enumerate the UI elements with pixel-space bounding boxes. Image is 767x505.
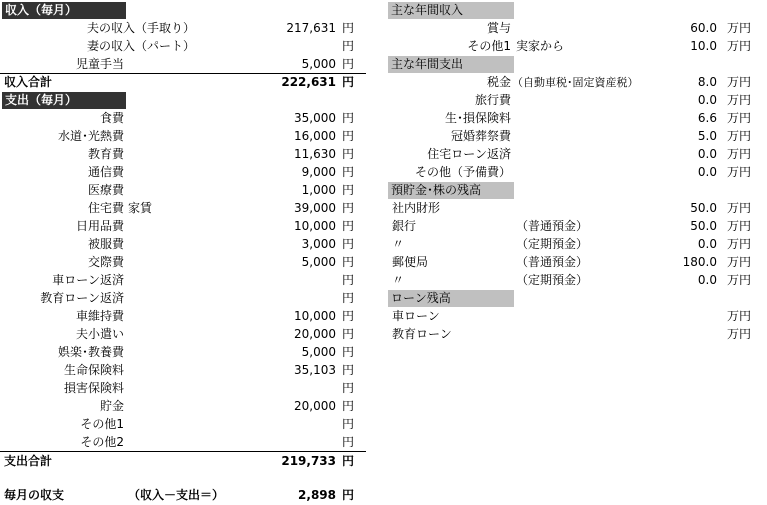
annual-expense-label: 生･損保険料 (444, 111, 511, 125)
expense-total-amount: 219,733 (281, 454, 336, 468)
annual-expense-amount: 0.0 (697, 93, 717, 107)
expense-total-unit: 円 (342, 454, 355, 468)
annual-expense-unit: 万円 (727, 165, 752, 179)
expense-total-label: 支出合計 (4, 454, 53, 468)
expense-unit: 円 (342, 273, 355, 287)
expense-amount: 1,000 (301, 183, 336, 197)
savings-label: 〃 (392, 273, 405, 287)
savings-unit: 万円 (727, 273, 752, 287)
annual-expense-label: 冠婚葬祭費 (450, 129, 511, 143)
expense-amount: 5,000 (301, 345, 336, 359)
annual-expense-unit: 万円 (727, 75, 752, 89)
income-amount-child-allowance: 5,000 (301, 57, 336, 71)
annual-expense-amount: 0.0 (697, 147, 717, 161)
expense-unit: 円 (342, 129, 355, 143)
expense-label: その他2 (80, 435, 124, 449)
annual-expense-amount: 0.0 (697, 165, 717, 179)
expense-unit: 円 (342, 345, 355, 359)
annual-income-note-other1: 実家から (516, 39, 565, 53)
expense-amount: 3,000 (301, 237, 336, 251)
annual-expense-header: 主な年間支出 (388, 56, 514, 73)
expense-amount: 39,000 (294, 201, 336, 215)
expense-label: その他1 (80, 417, 124, 431)
savings-unit: 万円 (727, 201, 752, 215)
expense-unit: 円 (342, 399, 355, 413)
expense-label: 医療費 (87, 183, 124, 197)
expense-amount: 20,000 (294, 399, 336, 413)
income-amount-husband: 217,631 (286, 21, 336, 35)
annual-income-amount-other1: 10.0 (690, 39, 717, 53)
expense-label: 教育ローン返済 (40, 291, 124, 305)
balance-amount: 2,898 (298, 488, 336, 502)
savings-amount: 180.0 (682, 255, 717, 269)
savings-label: 〃 (392, 237, 405, 251)
annual-expense-label: 旅行費 (474, 93, 511, 107)
expense-label: 交際費 (87, 255, 124, 269)
expense-amount: 10,000 (294, 219, 336, 233)
savings-amount: 0.0 (697, 237, 717, 251)
savings-note: （定期預金） (516, 273, 589, 287)
loan-label-car: 車ローン (392, 309, 440, 323)
savings-label: 銀行 (392, 219, 417, 233)
expense-unit: 円 (342, 237, 355, 251)
expense-amount: 10,000 (294, 309, 336, 323)
expense-label: 日用品費 (75, 219, 124, 233)
annual-income-unit-bonus: 万円 (727, 21, 752, 35)
expense-label: 水道･光熱費 (57, 129, 124, 143)
expense-unit: 円 (342, 183, 355, 197)
expense-label: 車ローン返済 (52, 273, 124, 287)
savings-note: （定期預金） (516, 237, 589, 251)
expense-amount: 5,000 (301, 255, 336, 269)
income-unit-wife: 円 (342, 39, 355, 53)
income-total-amount: 222,631 (281, 75, 336, 89)
income-label-child-allowance: 児童手当 (75, 57, 124, 71)
expense-amount: 9,000 (301, 165, 336, 179)
annual-expense-unit: 万円 (727, 129, 752, 143)
annual-income-label-bonus: 賞与 (486, 21, 511, 35)
expense-unit: 円 (342, 363, 355, 377)
loan-unit-car: 万円 (727, 309, 752, 323)
expense-unit: 円 (342, 165, 355, 179)
expense-unit: 円 (342, 111, 355, 125)
expense-unit: 円 (342, 381, 355, 395)
expense-label: 生命保険料 (63, 363, 124, 377)
expense-amount: 35,000 (294, 111, 336, 125)
loan-header: ローン残高 (388, 290, 514, 307)
balance-formula: （収入－支出＝） (128, 488, 225, 502)
expense-label: 食費 (99, 111, 124, 125)
expense-header: 支出（毎月） (2, 92, 126, 109)
savings-header: 預貯金･株の残高 (388, 182, 514, 199)
income-header: 収入（毎月） (2, 2, 126, 19)
expense-amount: 35,103 (294, 363, 336, 377)
expense-unit: 円 (342, 201, 355, 215)
annual-expense-label: その他（予備費） (414, 165, 511, 179)
savings-amount: 50.0 (690, 201, 717, 215)
income-label-wife: 妻の収入（パート） (86, 39, 195, 53)
savings-note: （普通預金） (516, 219, 589, 233)
expense-label: 通信費 (87, 165, 124, 179)
annual-income-unit-other1: 万円 (727, 39, 752, 53)
expense-label: 車維持費 (75, 309, 124, 323)
savings-amount: 0.0 (697, 273, 717, 287)
expense-label: 損害保険料 (63, 381, 124, 395)
income-unit-husband: 円 (342, 21, 355, 35)
loan-label-education: 教育ローン (392, 327, 452, 341)
annual-expense-note: （自動車税･固定資産税） (512, 76, 639, 89)
savings-unit: 万円 (727, 255, 752, 269)
expense-amount: 11,630 (294, 147, 336, 161)
annual-expense-label: 税金 (486, 75, 511, 89)
savings-unit: 万円 (727, 219, 752, 233)
expense-note: 家賃 (128, 201, 153, 215)
annual-income-amount-bonus: 60.0 (690, 21, 717, 35)
annual-expense-amount: 8.0 (697, 75, 717, 89)
expense-label: 娯楽･教養費 (57, 345, 124, 359)
savings-unit: 万円 (727, 237, 752, 251)
expense-amount: 20,000 (294, 327, 336, 341)
annual-expense-amount: 5.0 (697, 129, 717, 143)
expense-unit: 円 (342, 219, 355, 233)
savings-amount: 50.0 (690, 219, 717, 233)
expense-label: 教育費 (87, 147, 124, 161)
expense-label: 貯金 (99, 399, 124, 413)
expense-amount: 16,000 (294, 129, 336, 143)
annual-expense-label: 住宅ローン返済 (427, 147, 511, 161)
savings-label: 社内財形 (392, 201, 441, 215)
expense-unit: 円 (342, 147, 355, 161)
annual-expense-unit: 万円 (727, 111, 752, 125)
savings-note: （普通預金） (516, 255, 589, 269)
income-unit-child-allowance: 円 (342, 57, 355, 71)
annual-expense-amount: 6.6 (697, 111, 717, 125)
expense-unit: 円 (342, 291, 355, 305)
income-total-label: 収入合計 (4, 75, 53, 89)
annual-income-header: 主な年間収入 (388, 2, 514, 19)
income-total-unit: 円 (342, 75, 355, 89)
savings-label: 郵便局 (392, 255, 429, 269)
expense-unit: 円 (342, 309, 355, 323)
income-label-husband: 夫の収入（手取り） (86, 21, 195, 35)
expense-label: 被服費 (87, 237, 124, 251)
expense-label: 夫小遣い (75, 327, 124, 341)
expense-unit: 円 (342, 435, 355, 449)
annual-income-label-other1: その他1 (467, 39, 511, 53)
balance-label: 毎月の収支 (4, 488, 65, 502)
expense-total-rule (0, 451, 366, 452)
annual-expense-unit: 万円 (727, 147, 752, 161)
loan-unit-education: 万円 (727, 327, 752, 341)
expense-unit: 円 (342, 255, 355, 269)
annual-expense-unit: 万円 (727, 93, 752, 107)
expense-unit: 円 (342, 417, 355, 431)
expense-unit: 円 (342, 327, 355, 341)
balance-unit: 円 (342, 488, 355, 502)
expense-label: 住宅費 (87, 201, 124, 215)
